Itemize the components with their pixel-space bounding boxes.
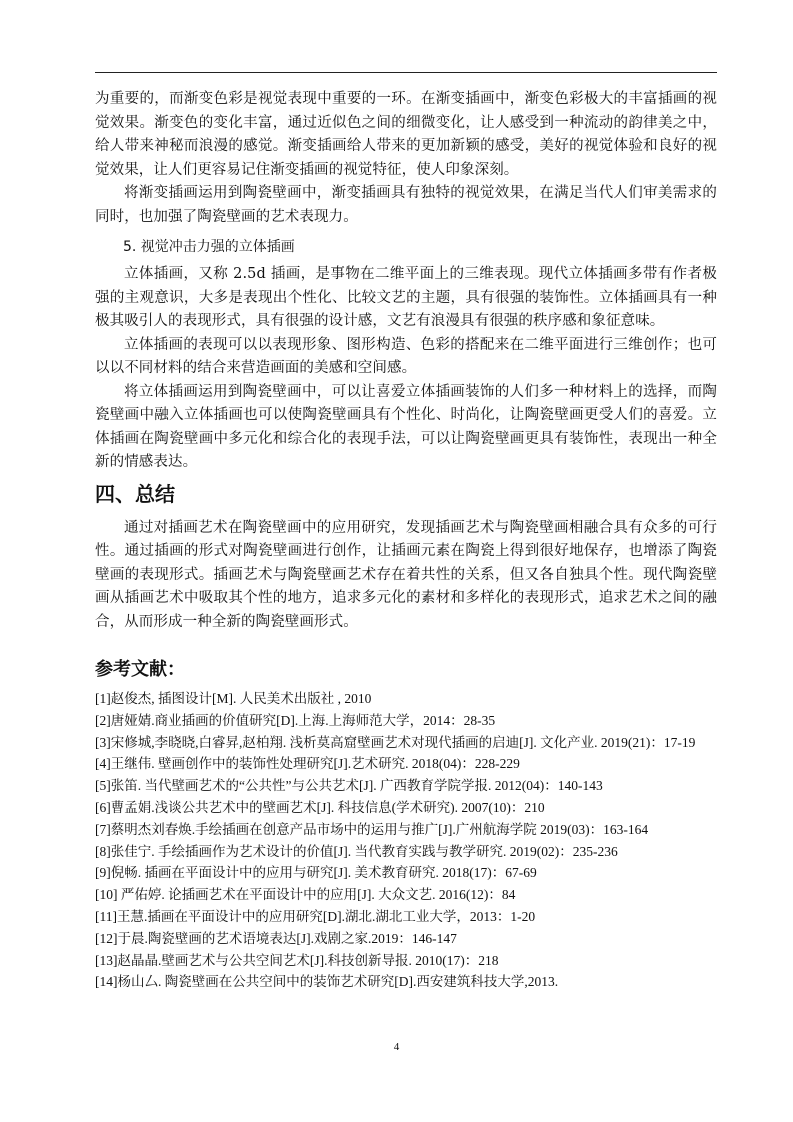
reference-item: [4]王继伟. 壁画创作中的装饰性处理研究[J].艺术研究. 2018(04)：228-229: [95, 756, 520, 772]
reference-item: [5]张笛. 当代壁画艺术的“公共性”与公共艺术[J]. 广西教育学院学报. 2012(04)：140-143: [95, 778, 603, 794]
reference-item: [12]于晨.陶瓷壁画的艺术语境表达[J].戏剧之家.2019：146-147: [95, 930, 457, 946]
reference-item: [11]王慧.插画在平面设计中的应用研究[D].湖北.湖北工业大学，2013：1-20: [95, 908, 536, 924]
page-number: 4: [393, 1041, 400, 1053]
references-title: 参考文献：: [95, 659, 185, 680]
reference-item: [3]宋修城,李晓晓,白睿昇,赵柏翔. 浅析莫高窟壁画艺术对现代插画的启迪[J]. 文化产业. 2019(21)：17-19: [95, 734, 696, 750]
paragraph-summary: 通过对插画艺术在陶瓷壁画中的应用研究，发现插画艺术与陶瓷壁画相融合具有众多的可行性。通过插画的形式对陶瓷壁画进行创作，让插画元素在陶瓷上得到很好地保存，也增添了陶瓷壁画的表现形式。插画艺术与陶瓷壁画艺术存在着共性的关系，但又各自独具个性。现代陶瓷壁画从插画艺术中吸取其个性的地方，追求多元化的素材和多样化的表现形式，追求艺术之间的融合，从而形成一种全新的陶瓷壁画形式。: [95, 519, 717, 630]
reference-item: [9]倪畅. 插画在平面设计中的应用与研究[J]. 美术教育研究. 2018(17)：67-69: [95, 865, 537, 881]
reference-item: [7]蔡明杰刘春焕.手绘插画在创意产品市场中的运用与推广[J].广州航海学院 2019(03)：163-164: [95, 821, 649, 837]
header-rule: [95, 72, 717, 73]
reference-item: [13]赵晶晶.壁画艺术与公共空间艺术[J].科技创新导报. 2010(17)：218: [95, 952, 499, 968]
reference-item: [6]曹孟娟.浅谈公共艺术中的壁画艺术[J]. 科技信息(学术研究). 2007(10)：210: [95, 799, 545, 815]
section-title-summary: 四、总结: [95, 481, 175, 506]
subsection-title: 5. 视觉冲击力强的立体插画: [123, 239, 295, 255]
reference-item: [14]杨山厶. 陶瓷壁画在公共空间中的装饰艺术研究[D].西安建筑科技大学,2013.: [95, 974, 559, 990]
paragraph-gradient-application: 将渐变插画运用到陶瓷壁画中，渐变插画具有独特的视觉效果，在满足当代人们审美需求的同时，也加强了陶瓷壁画的艺术表现力。: [95, 185, 717, 225]
reference-item: [1]赵俊杰, 插图设计[M]. 人民美术出版社 , 2010: [95, 691, 372, 706]
paragraph-3d-definition: 立体插画，又称 2.5d 插画，是事物在二维平面上的三维表现。现代立体插画多带有作者极强的主观意识，大多是表现出个性化、比较文艺的主题，具有很强的装饰性。立体插画具有一种极其吸引人的表现形式，具有很强的设计感，文艺有浪漫具有很强的秩序感和象征意味。: [95, 266, 717, 329]
paragraph-3d-expression: 立体插画的表现可以以表现形象、图形构造、色彩的搭配来在二维平面进行三维创作；也可以以不同材料的结合来营造画面的美感和空间感。: [95, 336, 717, 376]
paragraph-3d-application: 将立体插画运用到陶瓷壁画中，可以让喜爱立体插画装饰的人们多一种材料上的选择，而陶瓷壁画中融入立体插画也可以使陶瓷壁画具有个性化、时尚化，让陶瓷壁画更受人们的喜爱。立体插画在陶瓷壁画中多元化和综合化的表现手法，可以让陶瓷壁画更具有装饰性，表现出一种全新的情感表达。: [95, 383, 717, 470]
reference-list: [95, 688, 717, 993]
paragraph-gradient-continued: 为重要的，而渐变色彩是视觉表现中重要的一环。在渐变插画中，渐变色彩极大的丰富插画的视觉效果。渐变色的变化丰富，通过近似色之间的细微变化，让人感受到一种流动的韵律美之中，给人带来神秘而浪漫的感觉。渐变插画给人带来的更加新颖的感受，美好的视觉体验和良好的视觉效果，让人们更容易记住渐变插画的视觉特征，使人印象深刻。: [95, 91, 717, 178]
reference-item: [8]张佳宁. 手绘插画作为艺术设计的价值[J]. 当代教育实践与教学研究. 2019(02)：235-236: [95, 843, 618, 859]
reference-item: [2]唐娅婧.商业插画的价值研究[D].上海.上海师范大学，2014：28-35: [95, 712, 496, 728]
reference-item: [10] 严佑婷. 论插画艺术在平面设计中的应用[J]. 大众文艺. 2016(12)：84: [95, 887, 516, 903]
page-content: [95, 88, 717, 993]
